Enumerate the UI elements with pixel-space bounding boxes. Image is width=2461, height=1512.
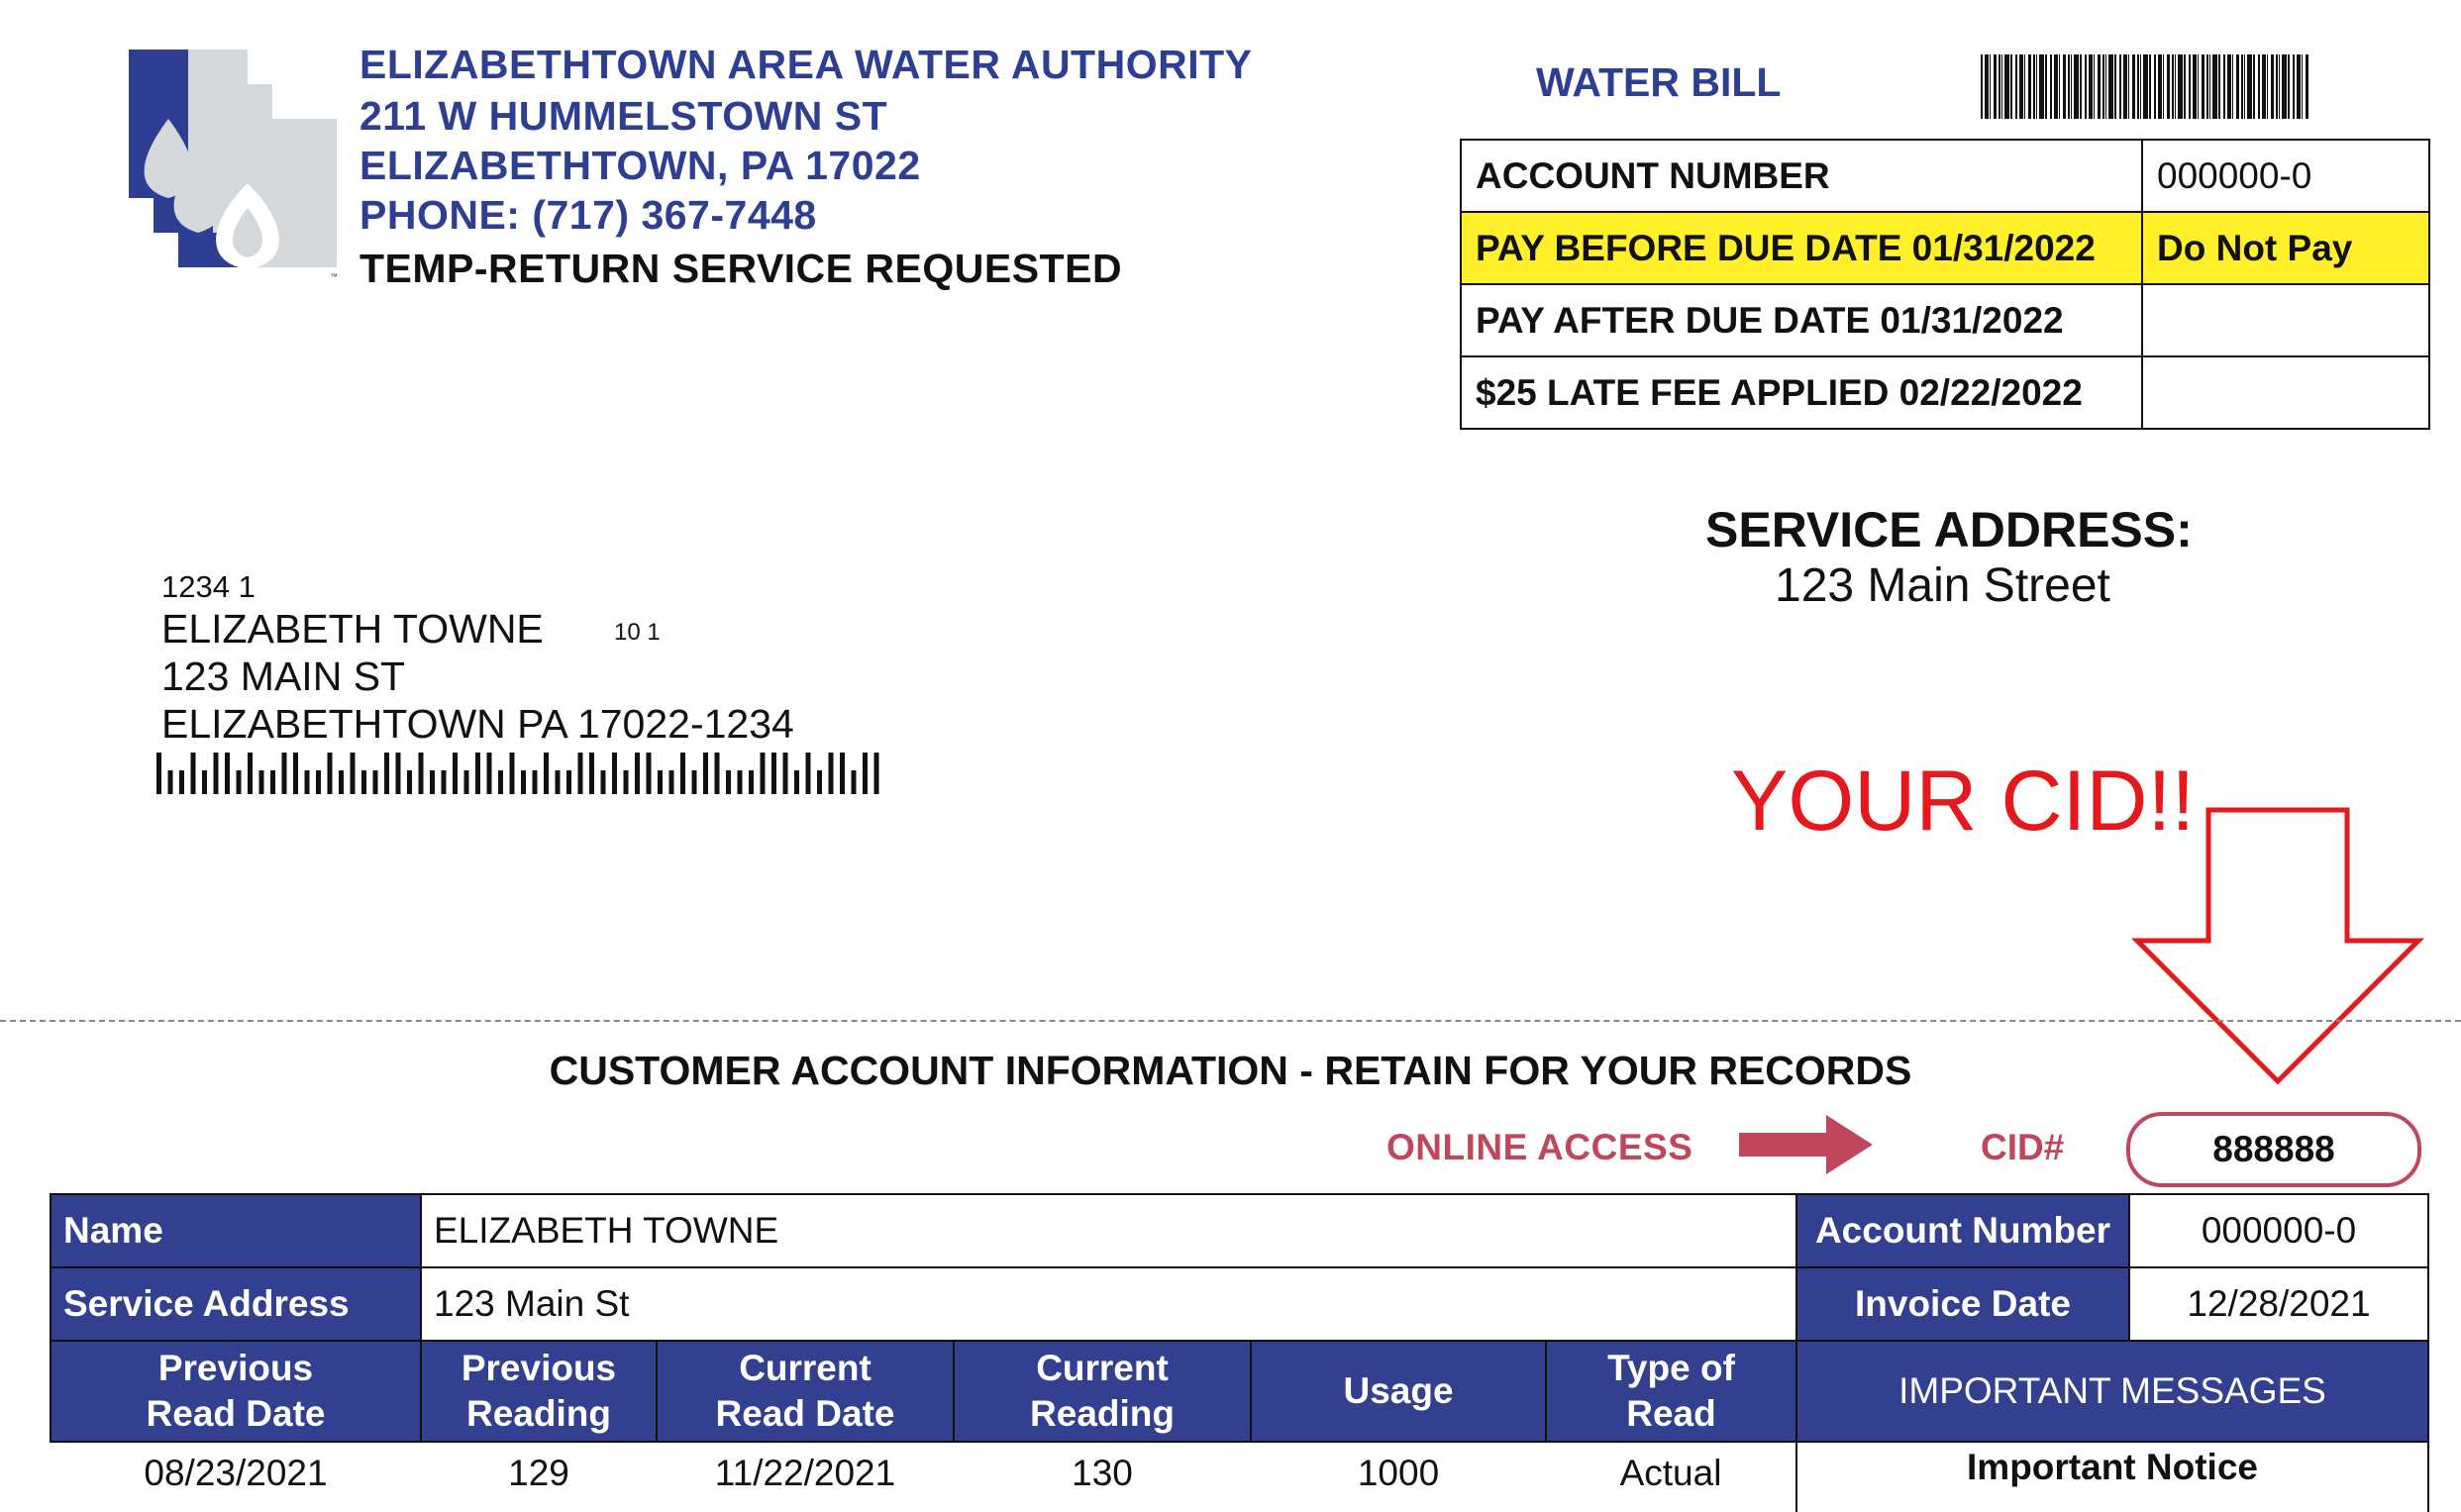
authority-phone: PHONE: (717) 367-7448: [359, 192, 817, 238]
service-address-value: 123 Main Street: [1775, 559, 2110, 612]
important-notice: Important Notice: [1796, 1442, 2428, 1512]
barcode-icon: [1981, 54, 2312, 119]
bill-row-pay-before: [1461, 212, 2429, 284]
mailing-route: 10 1: [614, 619, 661, 646]
invoice-date-value: 12/28/2021: [2129, 1267, 2428, 1341]
customer-section-heading: CUSTOMER ACCOUNT INFORMATION - RETAIN FOR YOUR RECORDS: [549, 1048, 1912, 1093]
bill-row-label: $25 LATE FEE APPLIED 02/22/2022: [1461, 356, 2142, 429]
mailing-city: ELIZABETHTOWN PA 17022-1234: [161, 701, 794, 747]
postal-barcode-icon: [156, 753, 889, 794]
online-access-label: ONLINE ACCESS: [1386, 1127, 1693, 1167]
authority-name: ELIZABETHTOWN AREA WATER AUTHORITY: [359, 42, 1253, 87]
right-arrow-icon: [1739, 1115, 1873, 1174]
column-header: Previous Read Date: [51, 1341, 421, 1442]
column-header: Previous Reading: [421, 1341, 657, 1442]
bill-row-value: [2142, 284, 2429, 356]
previous-read-date: 08/23/2021: [144, 1453, 328, 1493]
reading-data-row: [51, 1442, 2428, 1512]
service-address-label: Service Address: [51, 1267, 421, 1341]
account-info-table: [50, 1193, 2429, 1512]
column-header: Current Reading: [954, 1341, 1251, 1442]
perforation-line: [0, 1020, 2461, 1022]
important-messages-header: IMPORTANT MESSAGES: [1796, 1341, 2428, 1442]
read-type: Actual: [1619, 1453, 1722, 1493]
cid-label: CID#: [1981, 1127, 2065, 1167]
bill-row-label: ACCOUNT NUMBER: [1461, 140, 2142, 212]
bill-row-account-number: [1461, 140, 2429, 212]
service-address-row: [51, 1267, 2428, 1341]
cid-callout-text: YOUR CID!!: [1731, 754, 2196, 849]
svg-text:™: ™: [330, 272, 338, 281]
bill-summary-table: [1460, 139, 2430, 430]
down-arrow-icon: [2129, 802, 2426, 1089]
account-number-label: Account Number: [1796, 1194, 2129, 1267]
bill-row-value: 000000-0: [2142, 140, 2429, 212]
authority-street: 211 W HUMMELSTOWN ST: [359, 93, 888, 139]
mailing-code: 1234 1: [161, 569, 256, 604]
bill-row-value: Do Not Pay: [2142, 212, 2429, 284]
temp-return-notice: TEMP-RETURN SERVICE REQUESTED: [359, 246, 1123, 291]
authority-city: ELIZABETHTOWN, PA 17022: [359, 143, 921, 188]
name-label: Name: [51, 1194, 421, 1267]
cid-value: 888888: [2126, 1112, 2421, 1187]
reading-header-row: [51, 1341, 2428, 1442]
bill-row-value: [2142, 356, 2429, 429]
invoice-date-label: Invoice Date: [1796, 1267, 2129, 1341]
usage-value: 1000: [1357, 1453, 1440, 1493]
column-header: Type of Read: [1546, 1341, 1796, 1442]
mailing-street: 123 MAIN ST: [161, 654, 406, 699]
bill-title: WATER BILL: [1536, 59, 1782, 105]
account-number-value: 000000-0: [2129, 1194, 2428, 1267]
name-value: ELIZABETH TOWNE: [421, 1194, 1796, 1267]
current-read-date: 11/22/2021: [714, 1453, 896, 1493]
service-address-cell: 123 Main St: [421, 1267, 1796, 1341]
bill-row-late-fee: [1461, 356, 2429, 429]
bill-row-label: PAY AFTER DUE DATE 01/31/2022: [1461, 284, 2142, 356]
service-address-heading: SERVICE ADDRESS:: [1705, 502, 2193, 557]
column-header: Current Read Date: [657, 1341, 954, 1442]
account-name-row: [51, 1194, 2428, 1267]
current-reading: 130: [1072, 1453, 1133, 1493]
water-drops-logo: [129, 50, 342, 282]
mailing-name: ELIZABETH TOWNE: [161, 606, 544, 652]
bill-row-pay-after: [1461, 284, 2429, 356]
previous-reading: 129: [508, 1453, 569, 1493]
column-header: Usage: [1251, 1341, 1546, 1442]
bill-row-label: PAY BEFORE DUE DATE 01/31/2022: [1461, 212, 2142, 284]
